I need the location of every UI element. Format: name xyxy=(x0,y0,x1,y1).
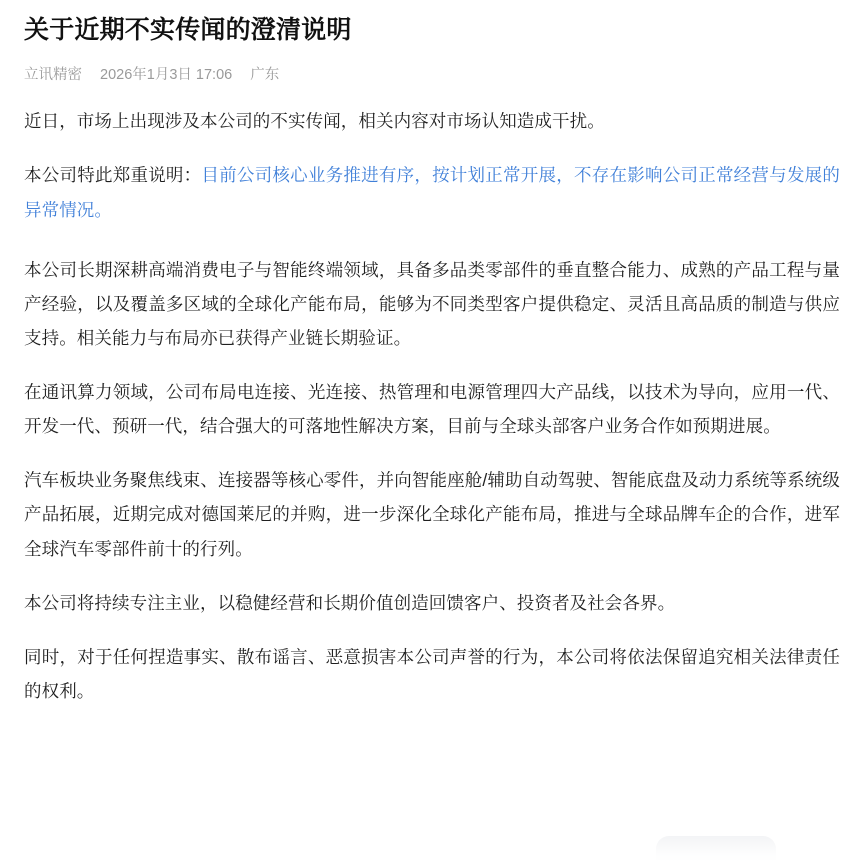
paragraph-text: 近日，市场上出现涉及本公司的不实传闻，相关内容对市场认知造成干扰。 xyxy=(24,111,605,132)
meta-location: 广东 xyxy=(250,66,280,83)
paragraph-text: 在通讯算力领域，公司布局电连接、光连接、热管理和电源管理四大产品线，以技术为导向，应用一代、开发一代、预研一代，结合强大的可落地性解决方案，目前与全球头部客户业务合作如预期进展。 xyxy=(24,382,840,437)
paragraph-text: 本公司长期深耕高端消费电子与智能终端领域，具备多品类零部件的垂直整合能力、成熟的产品工程与量产经验，以及覆盖多区域的全球化产能布局，能够为不同类型客户提供稳定、灵活且高品质的制造与供应支持。相关能力与布局亦已获得产业链长期验证。 xyxy=(24,259,840,348)
paragraph xyxy=(24,375,840,443)
article-body xyxy=(24,104,840,708)
paragraph-text: 本公司特此郑重说明： xyxy=(24,165,202,186)
paragraph xyxy=(24,640,840,708)
meta-datetime: 2026年1月3日 17:06 xyxy=(100,66,233,83)
paragraph-text: 本公司将持续专注主业，以稳健经营和长期价值创造回馈客户、投资者及社会各界。 xyxy=(24,592,676,613)
meta-source[interactable]: 立讯精密 xyxy=(24,66,82,83)
paragraph xyxy=(24,158,840,226)
page-title: 关于近期不实传闻的澄清说明 xyxy=(24,16,352,44)
article-page xyxy=(0,14,864,862)
paragraph xyxy=(24,253,840,355)
paragraph-text: 汽车板块业务聚焦线束、连接器等核心零件，并向智能座舱/辅助自动驾驶、智能底盘及动力系统等系统级产品拓展，近期完成对德国莱尼的并购，进一步深化全球化产能布局，推进与全球品牌车企的合作，进军全球汽车零部件前十的行列。 xyxy=(24,470,840,559)
paragraph xyxy=(24,586,840,620)
highlighted-statement: 目前公司核心业务推进有序，按计划正常开展，不存在影响公司正常经营与发展的异常情况。 xyxy=(24,165,840,220)
paragraph xyxy=(24,104,840,138)
article-meta xyxy=(24,68,840,83)
paragraph xyxy=(24,463,840,565)
paragraph-text: 同时，对于任何捏造事实、散布谣言、恶意损害本公司声誉的行为，本公司将依法保留追究相关法律责任的权利。 xyxy=(24,646,840,701)
floating-action-button[interactable] xyxy=(656,836,776,862)
